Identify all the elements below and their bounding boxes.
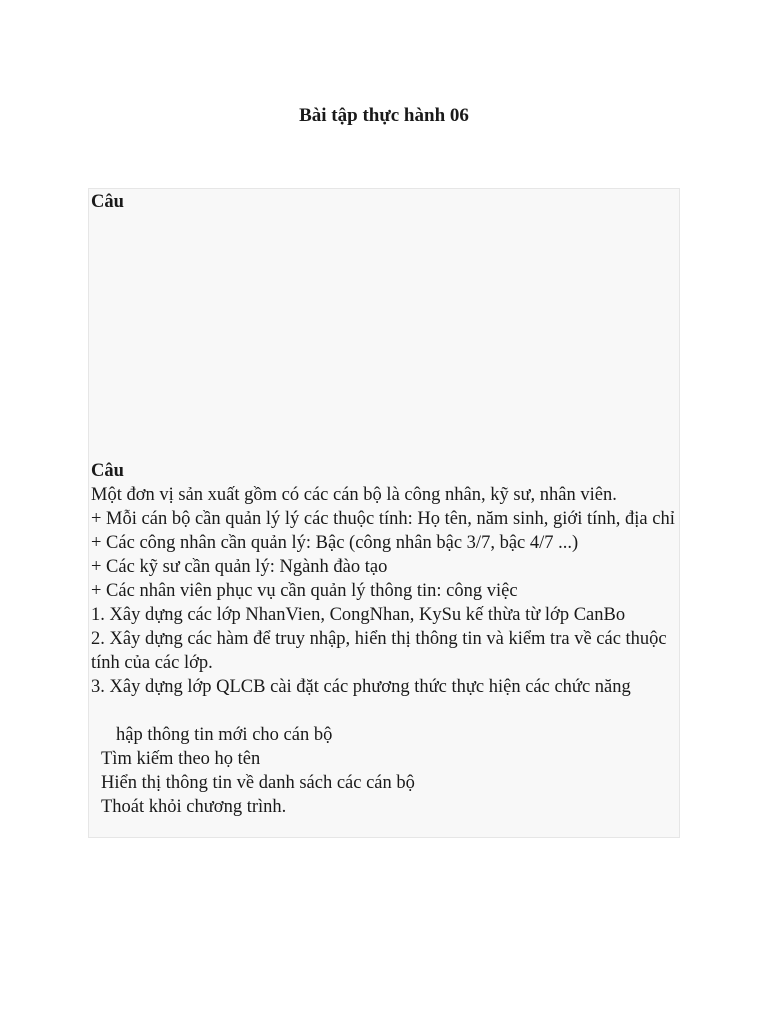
blank-line bbox=[91, 699, 681, 723]
menu-item: hập thông tin mới cho cán bộ bbox=[116, 725, 333, 745]
question-2-line: 2. Xây dựng các hàm để truy nhập, hiển thị thông tin và kiểm tra về các thuộc tính của các lớp. bbox=[91, 629, 667, 673]
question-2-line: 3. Xây dựng lớp QLCB cài đặt các phương thức thực hiện các chức năng bbox=[91, 677, 631, 697]
question-2-line: 1. Xây dựng các lớp NhanVien, CongNhan, KySu kế thừa từ lớp CanBo bbox=[91, 605, 626, 625]
page-title: Bài tập thực hành 06 bbox=[299, 105, 469, 126]
question-2-line: + Các kỹ sư cần quản lý: Ngành đào tạo bbox=[91, 557, 388, 577]
question-2-line: Một đơn vị sản xuất gồm có các cán bộ là công nhân, kỹ sư, nhân viên. bbox=[91, 485, 617, 505]
content-box bbox=[88, 188, 680, 838]
menu-item: Hiển thị thông tin về danh sách các cán bộ bbox=[101, 773, 415, 793]
question-2-line: + Các công nhân cần quản lý: Bậc (công nhân bậc 3/7, bậc 4/7 ...) bbox=[91, 533, 579, 553]
menu-item: Thoát khỏi chương trình. bbox=[101, 797, 287, 817]
question-2-heading: Câu bbox=[91, 461, 124, 481]
question-2-block bbox=[91, 459, 681, 819]
question-2-line: + Mỗi cán bộ cần quản lý lý các thuộc tính: Họ tên, năm sinh, giới tính, địa chỉ bbox=[91, 509, 675, 529]
menu-item: Tìm kiếm theo họ tên bbox=[101, 749, 261, 769]
question-2-line: + Các nhân viên phục vụ cần quản lý thông tin: công việc bbox=[91, 581, 518, 601]
question-1-heading: Câu bbox=[91, 192, 124, 212]
